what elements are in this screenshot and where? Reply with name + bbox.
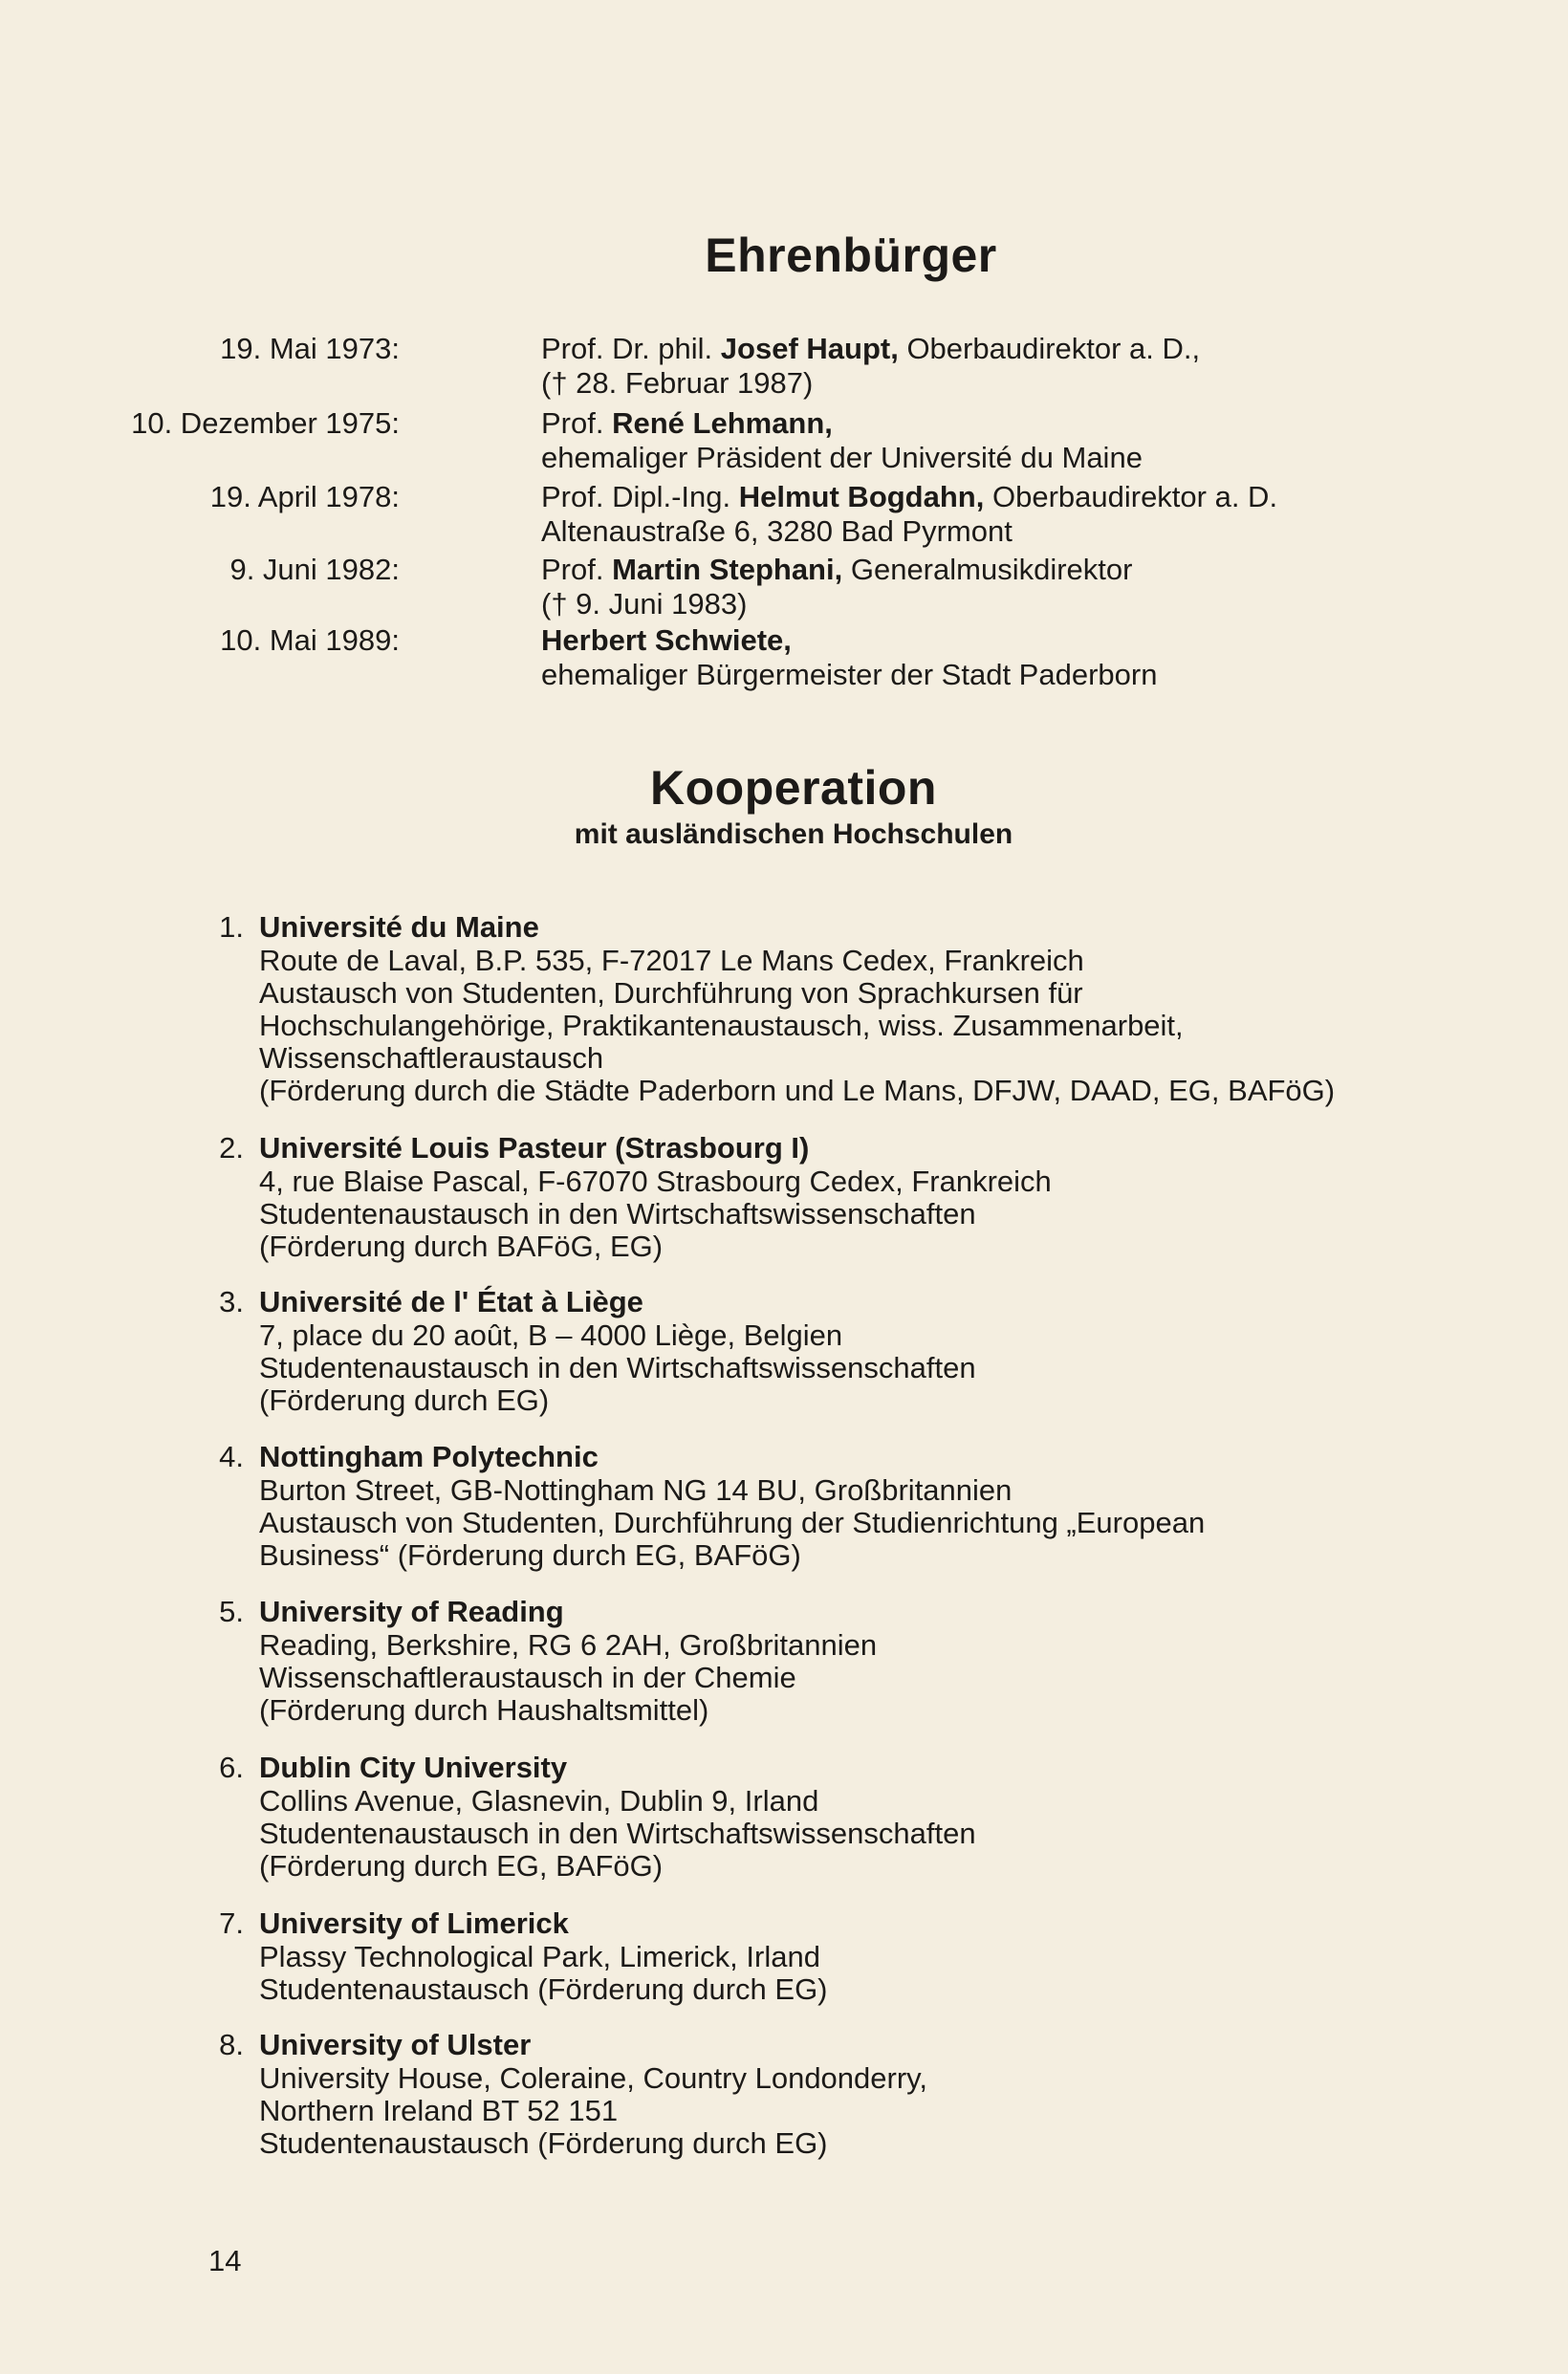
- item-line: Route de Laval, B.P. 535, F-72017 Le Mans Cedex, Frankreich: [259, 944, 1084, 977]
- honor-detail: († 28. Februar 1987): [541, 366, 814, 400]
- honor-detail: ehemaliger Bürgermeister der Stadt Paderborn: [541, 658, 1158, 691]
- item-line: 7, place du 20 août, B – 4000 Liège, Belgien: [259, 1318, 843, 1352]
- item-line: Austausch von Studenten, Durchführung der Studienrichtung „European: [259, 1506, 1206, 1539]
- item-line: (Förderung durch EG): [259, 1383, 550, 1417]
- honor-date: 9. Juni 1982:: [229, 553, 400, 586]
- university-name: University of Reading: [259, 1595, 564, 1628]
- item-number: 8.: [219, 2028, 244, 2061]
- item-line: Hochschulangehörige, Praktikantenaustausch, wiss. Zusammenarbeit,: [259, 1009, 1184, 1042]
- item-line: Austausch von Studenten, Durchführung von Sprachkursen für: [259, 976, 1083, 1010]
- item-line: Plassy Technological Park, Limerick, Irland: [259, 1940, 820, 1973]
- item-number: 4.: [219, 1440, 244, 1473]
- item-line: Northern Ireland BT 52 151: [259, 2094, 619, 2127]
- university-name: Dublin City University: [259, 1751, 568, 1784]
- item-line: (Förderung durch BAFöG, EG): [259, 1230, 664, 1263]
- item-line: (Förderung durch Haushaltsmittel): [259, 1693, 709, 1727]
- honor-date: 19. April 1978:: [209, 480, 400, 513]
- section-title-kooperation: Kooperation: [650, 761, 937, 815]
- honor-line: Prof. Dipl.-Ing. Helmut Bogdahn, Oberbaudirektor a. D.: [541, 480, 1278, 513]
- item-line: Wissenschaftleraustausch: [259, 1041, 604, 1075]
- honor-detail: ehemaliger Präsident der Université du Maine: [541, 441, 1143, 474]
- honor-name: René Lehmann,: [612, 406, 833, 440]
- item-line: Reading, Berkshire, RG 6 2AH, Großbritannien: [259, 1628, 878, 1662]
- item-line: University House, Coleraine, Country Londonderry,: [259, 2061, 927, 2095]
- item-number: 6.: [219, 1751, 244, 1784]
- honor-line: Prof. Martin Stephani, Generalmusikdirektor: [541, 553, 1133, 586]
- university-name: Nottingham Polytechnic: [259, 1440, 599, 1473]
- item-line: Collins Avenue, Glasnevin, Dublin 9, Irland: [259, 1784, 819, 1818]
- honor-line: Prof. Dr. phil. Josef Haupt, Oberbaudirektor a. D.,: [541, 332, 1201, 365]
- honor-line: [541, 623, 792, 658]
- item-number: 3.: [219, 1285, 244, 1318]
- item-line: Wissenschaftleraustausch in der Chemie: [259, 1661, 796, 1694]
- university-name: Université de l' État à Liège: [259, 1285, 643, 1318]
- item-number: 2.: [219, 1131, 244, 1165]
- item-line: Studentenaustausch in den Wirtschaftswissenschaften: [259, 1817, 976, 1850]
- honor-name: Herbert Schwiete,: [541, 623, 792, 657]
- item-line: 4, rue Blaise Pascal, F-67070 Strasbourg Cedex, Frankreich: [259, 1165, 1052, 1198]
- item-number: 7.: [219, 1906, 244, 1940]
- section-subtitle: mit ausländischen Hochschulen: [574, 818, 1013, 850]
- university-name: Université du Maine: [259, 910, 539, 944]
- honor-date: 10. Dezember 1975:: [131, 406, 400, 440]
- item-line: Studentenaustausch (Förderung durch EG): [259, 1972, 828, 2006]
- item-line: Studentenaustausch in den Wirtschaftswissenschaften: [259, 1197, 976, 1231]
- university-name: Université Louis Pasteur (Strasbourg I): [259, 1131, 810, 1165]
- honor-line: Prof. René Lehmann,: [541, 406, 833, 440]
- item-line: Studentenaustausch (Förderung durch EG): [259, 2126, 828, 2160]
- item-line: (Förderung durch die Städte Paderborn und Le Mans, DFJW, DAAD, EG, BAFöG): [259, 1074, 1336, 1107]
- item-number: 1.: [219, 910, 244, 944]
- item-line: Burton Street, GB-Nottingham NG 14 BU, Großbritannien: [259, 1473, 1013, 1507]
- honor-date: 19. Mai 1973:: [220, 332, 400, 365]
- honor-detail: Altenaustraße 6, 3280 Bad Pyrmont: [541, 514, 1013, 548]
- honor-name: Martin Stephani,: [612, 553, 843, 586]
- university-name: University of Ulster: [259, 2028, 532, 2061]
- item-line: Business“ (Förderung durch EG, BAFöG): [259, 1538, 801, 1572]
- item-number: 5.: [219, 1595, 244, 1628]
- honor-name: Helmut Bogdahn,: [738, 480, 985, 513]
- item-line: (Förderung durch EG, BAFöG): [259, 1849, 664, 1883]
- section-title-ehrenbuerger: Ehrenbürger: [705, 229, 997, 282]
- honor-date: 10. Mai 1989:: [220, 623, 400, 657]
- item-line: Studentenaustausch in den Wirtschaftswissenschaften: [259, 1351, 976, 1384]
- page-number: 14: [208, 2244, 242, 2277]
- university-name: University of Limerick: [259, 1906, 569, 1940]
- honor-detail: († 9. Juni 1983): [541, 587, 748, 621]
- honor-name: Josef Haupt,: [720, 332, 899, 365]
